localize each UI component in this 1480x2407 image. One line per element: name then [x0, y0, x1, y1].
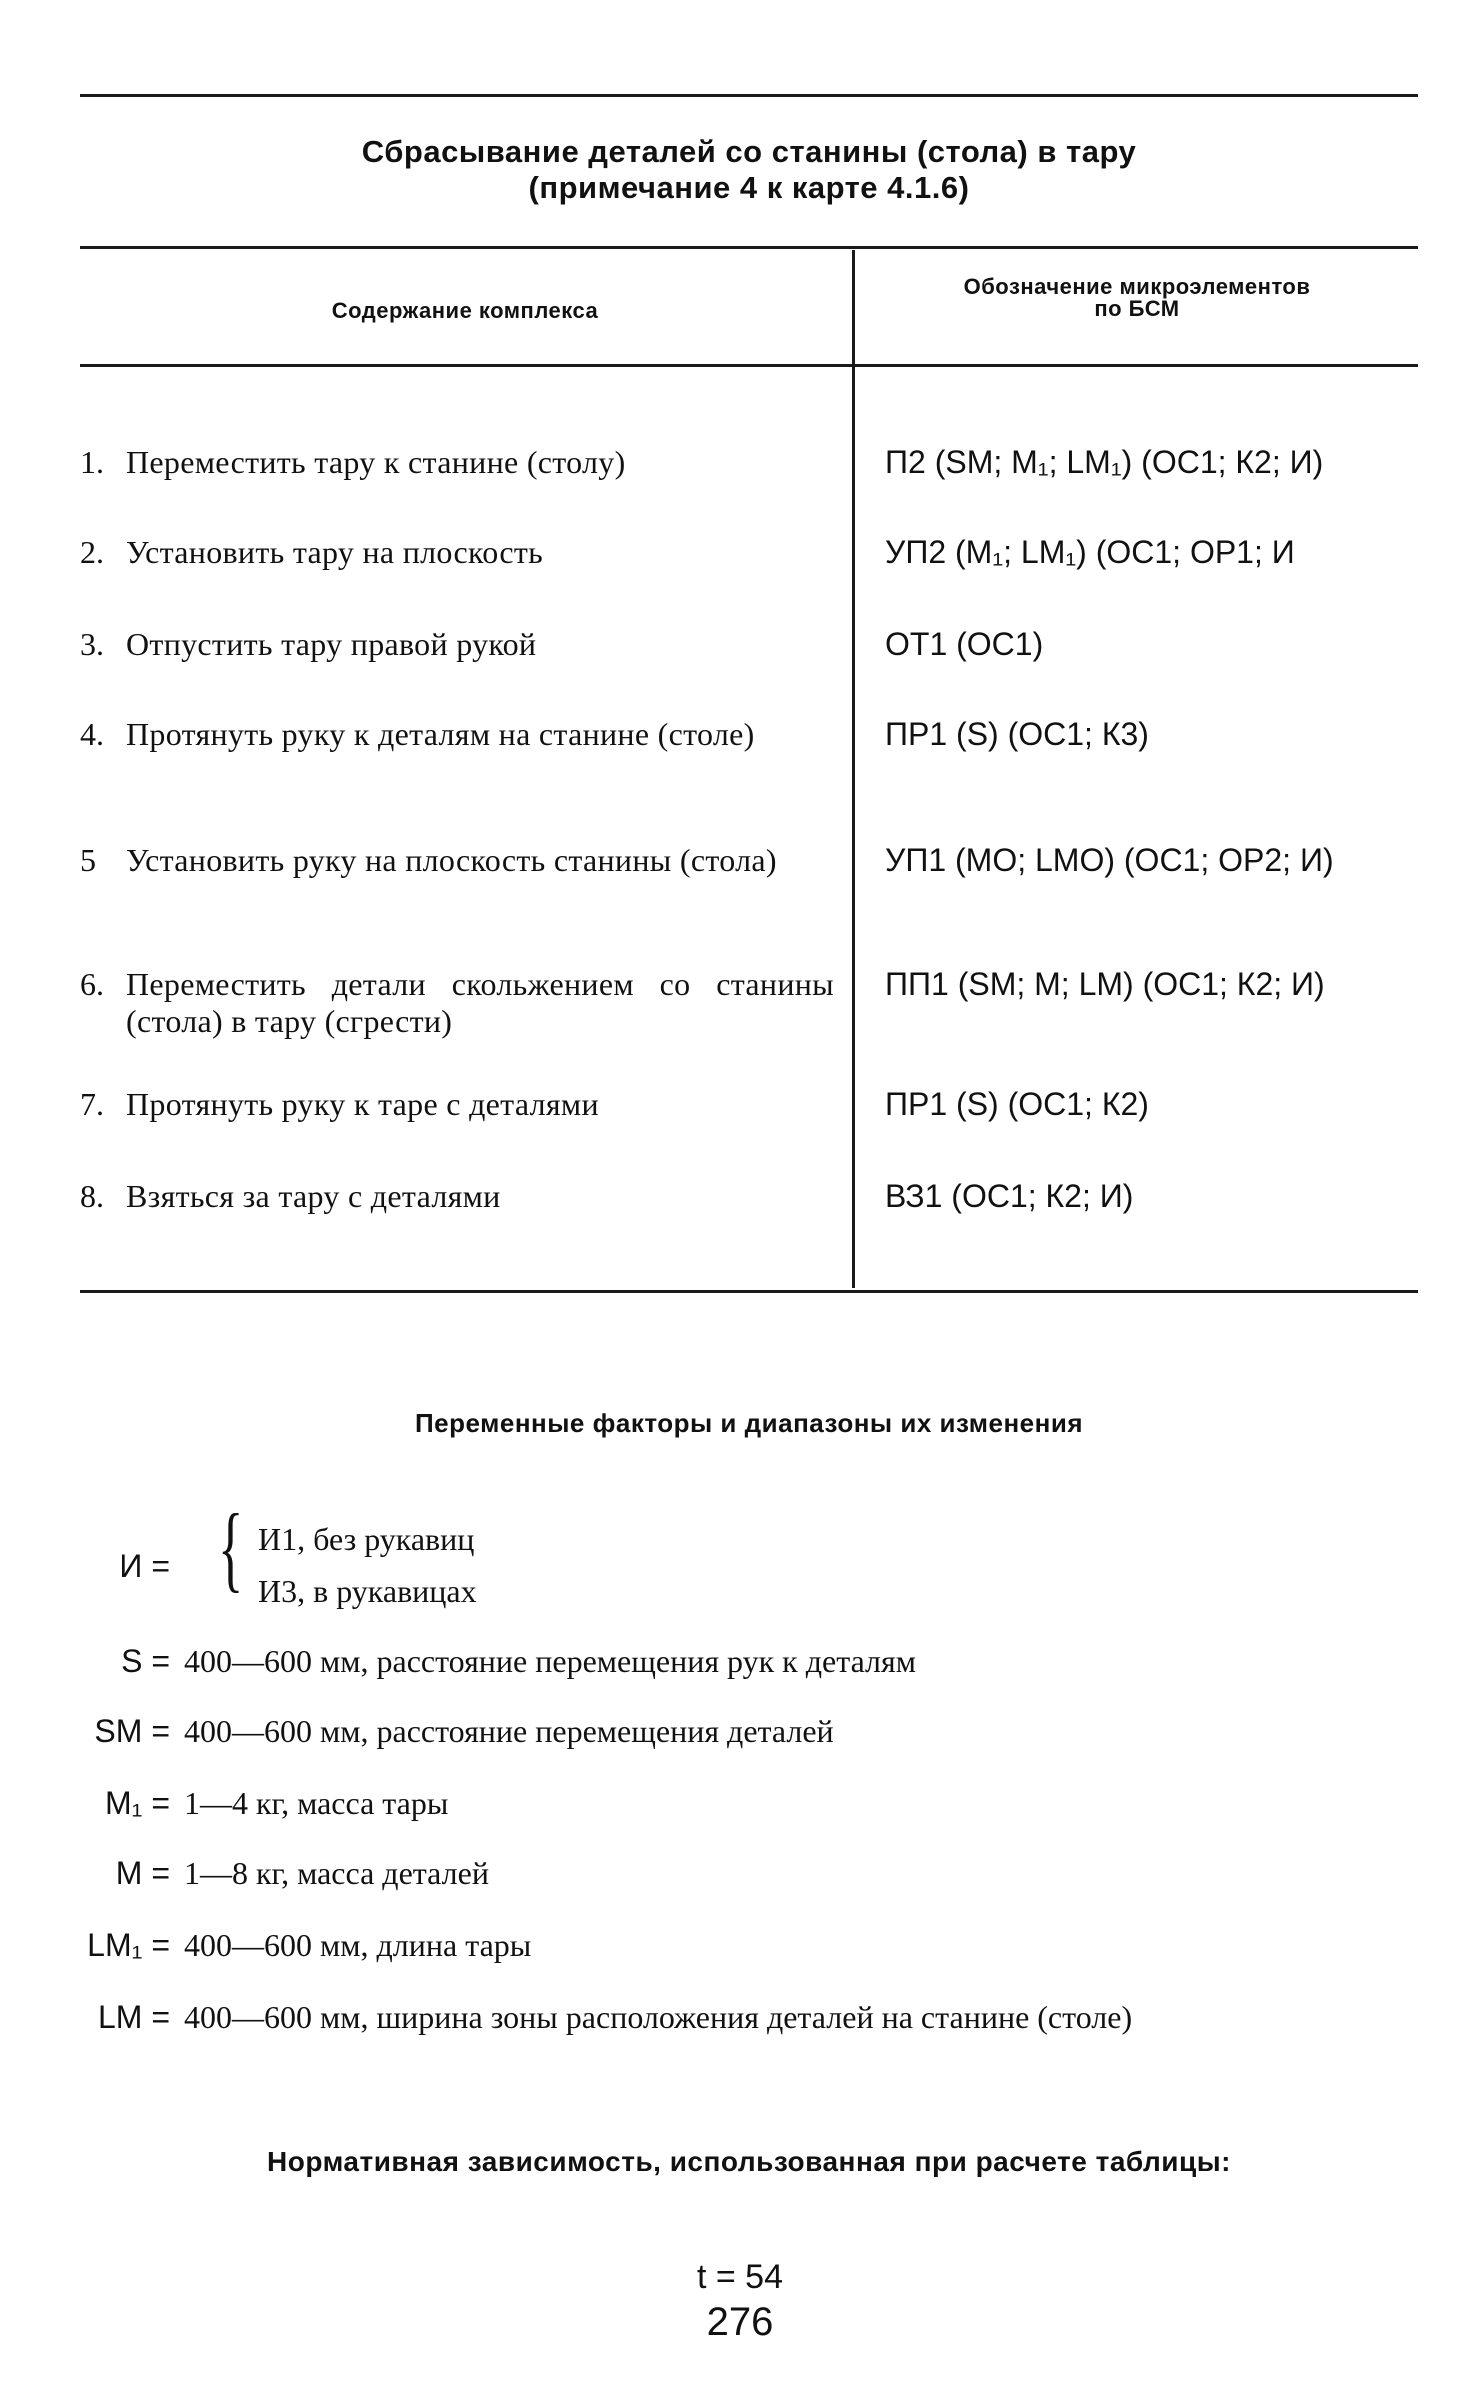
var-symbol: LM₁ =	[87, 1927, 170, 1963]
row-code: УП1 (МО; LМО) (ОС1; ОР2; И)	[885, 842, 1334, 878]
col2-header-line1: Обозначение микроэлементов	[963, 274, 1311, 299]
row-text: Отпустить тару правой рукой	[126, 626, 537, 662]
col2-header-line2: по БСМ	[1094, 296, 1180, 321]
var-desc: 400—600 мм, длина тары	[184, 1927, 532, 1963]
var-symbol: M =	[115, 1855, 170, 1891]
table-column-divider	[852, 250, 855, 1288]
table-top-rule	[80, 246, 1418, 249]
row-text: Установить руку на плоскость станины (стола)	[126, 842, 777, 878]
var-symbol: S =	[121, 1643, 170, 1679]
variable-item	[0, 1642, 916, 1680]
var-symbol: LM =	[97, 1999, 170, 2035]
page-number: 276	[706, 2300, 774, 2344]
row-text: Протянуть руку к деталям на станине (столе)	[126, 716, 755, 752]
variable-item	[0, 1926, 531, 1964]
row-text: Переместить тару к станине (столу)	[126, 444, 626, 480]
row-number: 5	[80, 842, 96, 878]
var-desc: 400—600 мм, расстояние перемещения деталей	[184, 1713, 834, 1749]
row-number: 3.	[80, 626, 104, 662]
row-number: 1.	[80, 444, 104, 480]
variable-item	[0, 1784, 448, 1822]
row-code: ПР1 (S) (ОС1; К3)	[885, 716, 1149, 752]
title-line-1: Сбрасывание деталей со станины (стола) в тару	[361, 134, 1137, 169]
table-bottom-rule	[80, 1290, 1418, 1293]
formula: t = 54	[696, 2258, 783, 2296]
var-symbol: И =	[119, 1548, 170, 1584]
brace-icon: {	[218, 1494, 244, 1601]
row-code: ОТ1 (ОС1)	[885, 626, 1044, 662]
variable-i-option: И1, без рукавиц	[258, 1521, 475, 1557]
row-number: 8.	[80, 1178, 104, 1214]
row-number: 4.	[80, 716, 104, 752]
var-desc: 1—8 кг, масса деталей	[184, 1855, 489, 1891]
variable-item	[0, 1712, 834, 1750]
normative-title: Нормативная зависимость, использованная при расчете таблицы:	[267, 2146, 1231, 2177]
row-number: 7.	[80, 1086, 104, 1122]
row-text: Установить тару на плоскость	[126, 534, 544, 570]
row-code: ПП1 (SM; M; LM) (ОС1; К2; И)	[885, 966, 1325, 1002]
row-text: Протянуть руку к таре с деталями	[126, 1086, 599, 1122]
var-symbol: M₁ =	[104, 1785, 170, 1821]
variable-item	[0, 1998, 1132, 2036]
col1-header: Содержание комплекса	[331, 298, 599, 323]
row-text: Взяться за тару с деталями	[126, 1178, 501, 1214]
variable-item	[0, 1854, 489, 1892]
title-line-2: (примечание 4 к карте 4.1.6)	[528, 170, 970, 205]
row-code: ПР1 (S) (ОС1; К2)	[885, 1086, 1149, 1122]
row-number: 6.	[80, 966, 104, 1002]
top-rule	[80, 94, 1418, 97]
var-desc: 1—4 кг, масса тары	[184, 1785, 449, 1821]
var-desc: 400—600 мм, расстояние перемещения рук к деталям	[184, 1643, 916, 1679]
var-symbol: SM =	[94, 1713, 170, 1749]
row-code: ВЗ1 (ОС1; К2; И)	[885, 1178, 1134, 1214]
row-code: П2 (SM; M₁; LM₁) (ОС1; К2; И)	[885, 444, 1324, 480]
row-text: Переместить детали скольжением со станины (стола) в тару (сгрести)	[126, 966, 834, 1039]
variable-i-option: И3, в рукавицах	[258, 1573, 477, 1609]
row-number: 2.	[80, 534, 104, 570]
row-code: УП2 (M₁; LM₁) (ОС1; ОР1; И	[885, 534, 1295, 570]
variables-title: Переменные факторы и диапазоны их изменения	[414, 1408, 1083, 1438]
variable-i-symbol	[0, 1547, 184, 1585]
var-desc: 400—600 мм, ширина зоны расположения деталей на станине (столе)	[184, 1999, 1133, 2035]
table-header-rule	[80, 364, 1418, 367]
page-title	[80, 134, 1418, 206]
col2-header	[856, 276, 1418, 320]
